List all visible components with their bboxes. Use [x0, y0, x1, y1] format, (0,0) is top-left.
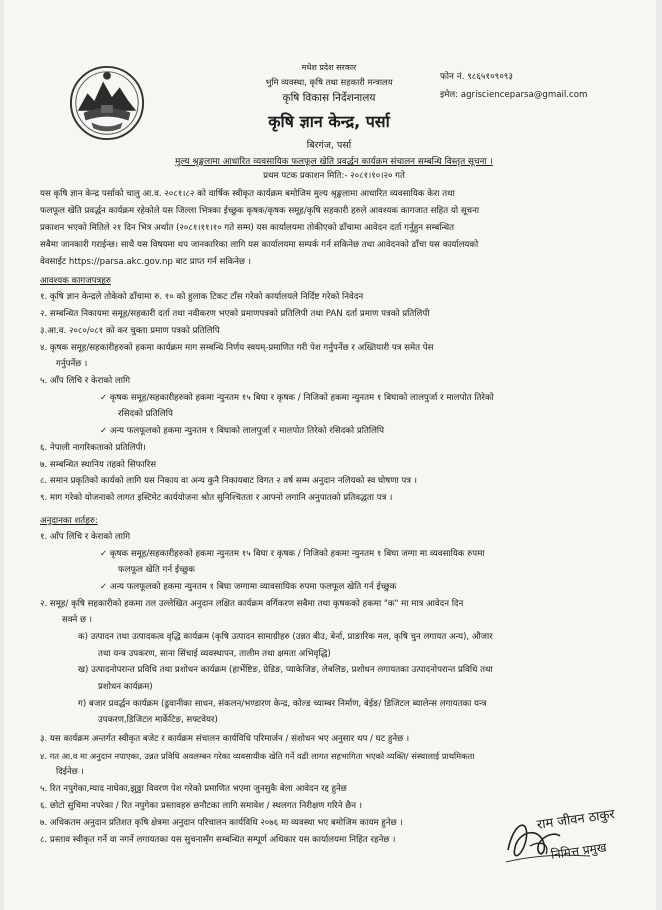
- intro-line: फलफूल खेति प्रवर्द्धन कार्यक्रम रहेकोले यस जिल्ला भित्रका ईच्छुक कृषक/कृषक समूह/कृषि सहकारी हरुले आवश्यक कागजात सहित यो सूचना: [40, 206, 480, 216]
- signatory-name: राम जीवन ठाकुर: [536, 807, 616, 833]
- term-item: फलफूल खेति गर्न ईच्छुक: [118, 565, 195, 575]
- intro-line: प्रकाशन भएको मितिले २१ दिन भित्र अर्थात (२०८१।११।१० गते सम्म) यस कार्यालयमा तोकीएको ढाँचामा आवेदन दर्ता गर्नुहुन सम्बन्धित: [40, 223, 455, 233]
- document-item: रसिदको प्रतिलिपि: [118, 409, 173, 419]
- term-item: ग) बजार प्रवर्द्धन कार्यक्रम (ढुवानीका साधन, संकलन/भण्डारण केन्द्र, कोल्ड च्याम्बर निर्माण, बेईङ/ डिजिटल ब्यालेन्स लगायतका यन्त्र: [78, 699, 487, 709]
- document-item: ९. माग गरेको योजनाको लागत इस्टिमेट कार्ययोजना श्रोत सुनिश्चितता र आफ्नो लगानि अनुपातको प्रतिवद्धता पत्र ।: [40, 493, 393, 503]
- document-item: २. सम्बन्धित निकायमा समूह/सहकारी दर्ता तथा नवीकरण भएको प्रमाणपत्रको प्रतिलिपी तथा PAN दर्ता प्रमाण पत्रको प्रतिलिपी: [40, 309, 430, 319]
- term-item: सक्ने छ ।: [62, 615, 93, 625]
- term-item: ८. प्रस्ताव स्वीकृत गर्ने वा नगर्ने लगायतका यस सुचनासँग सम्बन्धित सम्पूर्ण अधिकार यस कार्यालयमा निहित रहनेछ ।: [40, 835, 396, 845]
- document-item: ७. सम्बन्धित स्थानिय तहको सिफारिस: [40, 460, 157, 470]
- terms-heading: अनुदानका शर्तहरु:: [40, 516, 98, 526]
- document-item: ४. कृषक समूह/सहकारीहरुको हकमा कार्यक्रम माग सम्बन्धि निर्णय स्वयम्-प्रमाणित गरी पेश गर्नुपर्नेछ र अख्तियारी पत्र समेत पेस: [40, 343, 434, 353]
- term-item: १. आँप लिचि र केराको लागि: [40, 532, 131, 542]
- document-item: ६. नेपाली नागरिकताको प्रतिलिपी।: [40, 443, 146, 453]
- notice-page: [4, 0, 656, 910]
- phone-number: फोन नं. ९८६५१०९०९३: [440, 72, 513, 82]
- term-item: क) उत्पादन तथा उत्पादकत्व वृद्धि कार्यक्रम (कृषि उत्पादन सामाग्रीहरु (उन्नत बीउ, बेर्ना, प्राङारिक मल, कृषि चुन लगायत अन्य), औजार: [78, 632, 493, 642]
- publish-date: प्रथम पटक प्रकाशन मिति:- २०८१।१०।२० गते: [263, 171, 405, 181]
- term-item: प्रशोधन कार्यक्रम): [98, 682, 153, 692]
- term-item: ७. अधिकतम अनुदान प्रतिशत कृषि क्षेत्रमा अनुदान परिचालन कार्यविधि २०७६ मा व्यवस्था भए बमोजिम कायम हुनेछ ।: [40, 818, 403, 828]
- document-item: १. कृषि ज्ञान केन्द्रले तोकेको ढाँचामा रु. १० को हुलाक टिकट टाँस गरेको कार्यालयले निर्दिष्ट गरेको निवेदन: [40, 292, 364, 302]
- term-item: ३. यस कार्यक्रम अन्तर्गत स्वीकृत बजेट र कार्यक्रम संचालन कार्यविधि परिमार्जन / संशोधन भए अनुसार थप / घट हुनेछ ।: [40, 734, 410, 744]
- document-item: ✓ कृषक समूह/सहकारीहरुको हकमा न्युनतम १५ बिघा र कृषक / निजिको हकमा न्युनतम १ बिघाको लालपुर्जा र मालपोत तिरेको: [100, 393, 494, 403]
- intro-line: वेवसाईट https://parsa.akc.gov.np बाट प्राप्त गर्न सकिनेछ ।: [40, 257, 251, 267]
- term-item: ख) उत्पादनोपरान्त प्रविधि तथा प्रशोधन कार्यक्रम (हार्भेष्टिङ, ग्रेडिङ, प्याकेजिङ, लेबलिङ, प्रशोधन लगायतका उत्पादनोपरान्त प्रविधि तथा: [78, 665, 493, 675]
- term-item: ६. छोटो सुचिमा नपरेका / रित नपुगेका प्रस्तावहरु छनौटका लागि समावेश / स्थलगत निरीक्षण गरिने छैन ।: [40, 801, 362, 811]
- term-item: ✓ अन्य फलफूलको हकमा न्युनतम १ बिघा जग्गामा व्यावसायिक रुपमा फलफूल खेति गर्न ईच्छुक: [100, 582, 397, 592]
- intro-line: यस कृषि ज्ञान केन्द्र पर्साको चालु आ.व. २०८१।८२ को वार्षिक स्वीकृत कार्यक्रम बमोजिम मुल्य श्रृङ्खलामा आधारित व्यवसायिक केरा तथा: [40, 189, 455, 199]
- term-item: तथा यन्त्र उपकरण, साना सिंचाई व्यवस्थापन, तालीम तथा क्षमता अभिवृद्धि): [98, 649, 331, 659]
- document-item: ५. आँप लिचि र केराको लागि: [40, 376, 131, 386]
- gov-name: मधेश प्रदेश सरकार: [301, 63, 357, 72]
- document-item: ३.आ.व. २०८०/०८१ को कर चुक्ता प्रमाण पत्रको प्रतिलिपि: [40, 326, 220, 336]
- intro-line: सबैमा जानकारी गराईन्छ। साथै यस विषयमा थप जानकारिका लागि यस कार्यालयमा सम्पर्क गर्न सकिनेछ तथा आवेदनको ढाँचा यस कार्यालयको: [40, 240, 479, 250]
- term-item: दिईनेछ ।: [56, 767, 84, 777]
- ministry-name: भुमि व्यवस्था, कृषि तथा सहकारी मन्त्रालय: [265, 77, 393, 87]
- document-item: ८. समान प्रकृतिको कार्यको लागि यस निकाय वा अन्य कुनै निकायबाट विगत २ वर्ष सम्म अनुदान नलियको स्व घोषणा पत्र ।: [40, 476, 418, 486]
- office-location: बिरगंज, पर्सा: [306, 140, 352, 151]
- nepal-emblem-logo: [68, 64, 146, 142]
- notice-title: मुल्य श्रृङ्खलामा आधारित व्यवसायिक फलफूल खेति प्रवर्द्धन कार्यक्रम संचालन सम्बन्धि विस्तृत सूचना ।: [175, 157, 493, 167]
- term-item: २. समूह/ कृषि सहकारीको हकमा तल उल्लेखित अनुदान लक्षित कार्यक्रम वर्गिकरण सबैमा तथा कृषकको हकमा "क" मा मात्र आवेदन दिन: [40, 599, 464, 609]
- office-name: कृषि ज्ञान केन्द्र, पर्सा: [268, 112, 390, 131]
- document-item: गर्नुपर्नेछ ।: [56, 359, 88, 369]
- directorate-name: कृषि विकास निर्देशनालय: [282, 92, 376, 104]
- signatory-title: निमित्त प्रमुख: [550, 840, 608, 862]
- term-item: ४. गत आ.व मा अनुदान नपाएका, उन्नत प्रविधि अवलम्बन गरेका व्यवसायीक खेति गर्ने वढी लागत सहभागिता भएको व्यक्ति/ संस्थालाई प्राथमिकता: [40, 751, 475, 761]
- term-item: ✓ कृषक समूह/सहकारीहरुको हकमा न्युनतम १५ बिघा र कृषक / निजिको हकमा न्युनतम १ बिघा जग्गा मा व्यवसायिक रुपमा: [100, 549, 485, 559]
- email-address: इमेल: agriscienceparsa@gmail.com: [440, 90, 588, 100]
- document-item: ✓ अन्य फलफूलको हकमा न्युनतम १ बिघाको लालपुर्जा र मालपोत तिरेको रसिदको प्रतिलिपि: [100, 426, 385, 436]
- term-item: ५. रित नपुगेका,म्याद नाघेका,झुठ्ठा विवरण पेश गरेको प्रमाणित भएमा जुनसुकै बेला आवेदन रद्द हुनेछ: [40, 784, 347, 794]
- documents-heading: आवश्यक कागजपत्रहरु: [40, 276, 111, 286]
- term-item: उपकरण,डिजिटल मार्केटिङ, सफ्टवेयर): [98, 715, 218, 725]
